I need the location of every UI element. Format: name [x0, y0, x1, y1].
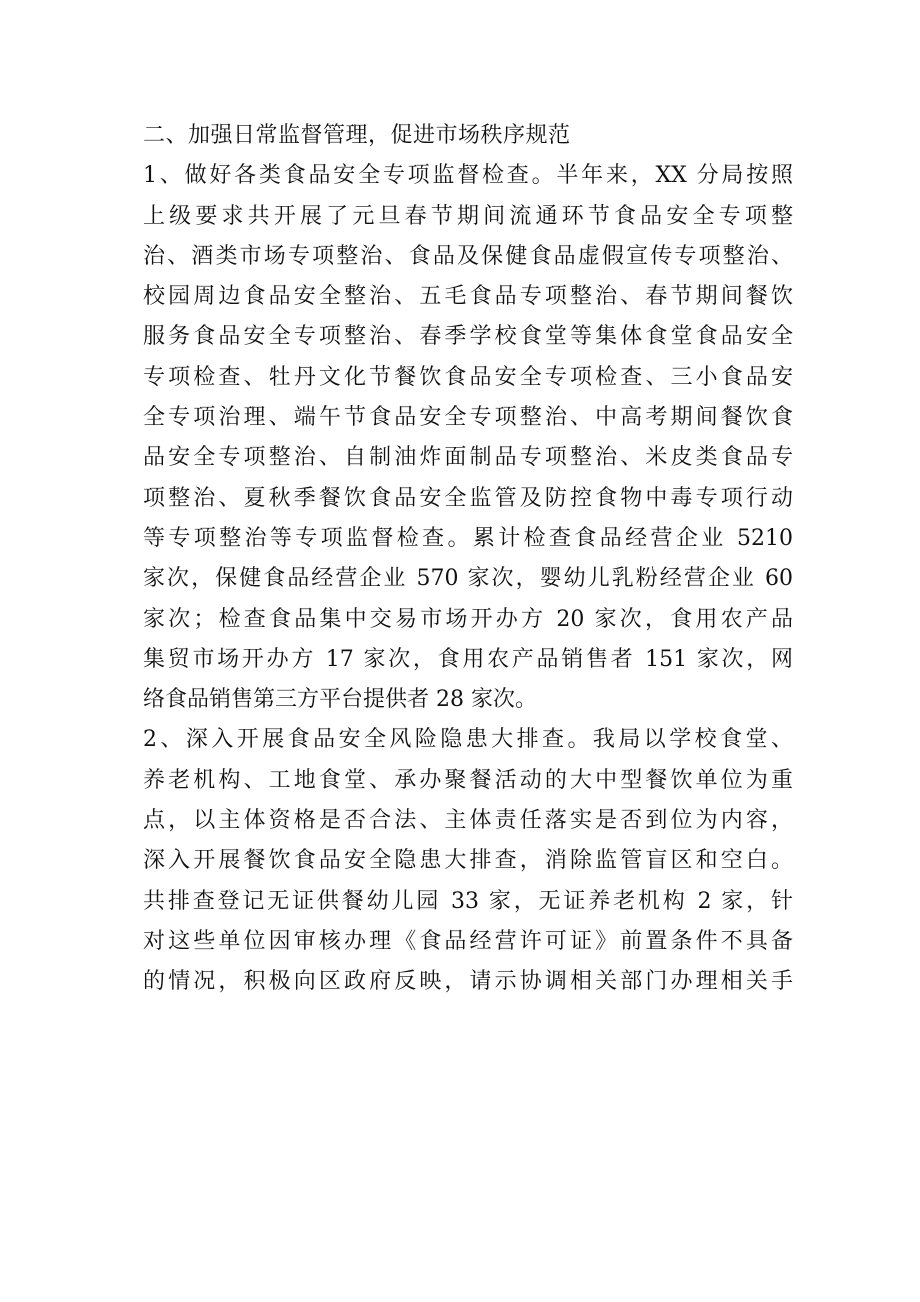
paragraph-line: 上级要求共开展了元旦春节期间流通环节食品安全专项整 [143, 203, 793, 229]
paragraph-line: 品安全专项整治、自制油炸面制品专项整治、米皮类食品专 [143, 445, 793, 471]
paragraph-1 [143, 156, 793, 720]
paragraph-line: 对这些单位因审核办理《食品经营许可证》前置条件不具备 [143, 928, 793, 954]
paragraph-line: 治、酒类市场专项整治、食品及保健食品虚假宣传专项整治、 [143, 243, 793, 269]
paragraph-line: 集贸市场开办方 17 家次，食用农产品销售者 151 家次，网 [143, 646, 793, 672]
document-body [143, 116, 793, 1003]
paragraph-line: 点，以主体资格是否合法、主体责任落实是否到位为内容， [143, 808, 793, 834]
paragraph-line: 服务食品安全专项整治、春季学校食堂等集体食堂食品安全 [143, 324, 793, 350]
paragraph-line: 家次；检查食品集中交易市场开办方 20 家次，食用农产品 [143, 606, 793, 632]
paragraph-line: 深入开展餐饮食品安全隐患大排查，消除监管盲区和空白。 [143, 848, 793, 874]
paragraph-line: 2、深入开展食品安全风险隐患大排查。我局以学校食堂、 [143, 727, 793, 753]
paragraph-line: 的情况，积极向区政府反映，请示协调相关部门办理相关手 [143, 969, 793, 995]
paragraph-line: 络食品销售第三方平台提供者 28 家次。 [143, 687, 537, 713]
paragraph-line: 共排查登记无证供餐幼儿园 33 家，无证养老机构 2 家，针 [143, 888, 793, 914]
paragraph-line: 全专项治理、端午节食品安全专项整治、中高考期间餐饮食 [143, 405, 793, 431]
paragraph-line: 养老机构、工地食堂、承办聚餐活动的大中型餐饮单位为重 [143, 767, 793, 793]
paragraph-line: 校园周边食品安全整治、五毛食品专项整治、春节期间餐饮 [143, 284, 793, 310]
section-heading: 二、加强日常监督管理，促进市场秩序规范 [143, 123, 571, 148]
paragraph-line: 等专项整治等专项监督检查。累计检查食品经营企业 5210 [143, 525, 793, 551]
paragraph-line: 家次，保健食品经营企业 570 家次，婴幼儿乳粉经营企业 60 [143, 566, 793, 592]
paragraph-2 [143, 720, 793, 1002]
paragraph-line: 1、做好各类食品安全专项监督检查。半年来，XX 分局按照 [143, 163, 793, 189]
paragraph-line: 项整治、夏秋季餐饮食品安全监管及防控食物中毒专项行动 [143, 485, 793, 511]
paragraph-line: 专项检查、牡丹文化节餐饮食品安全专项检查、三小食品安 [143, 364, 793, 390]
